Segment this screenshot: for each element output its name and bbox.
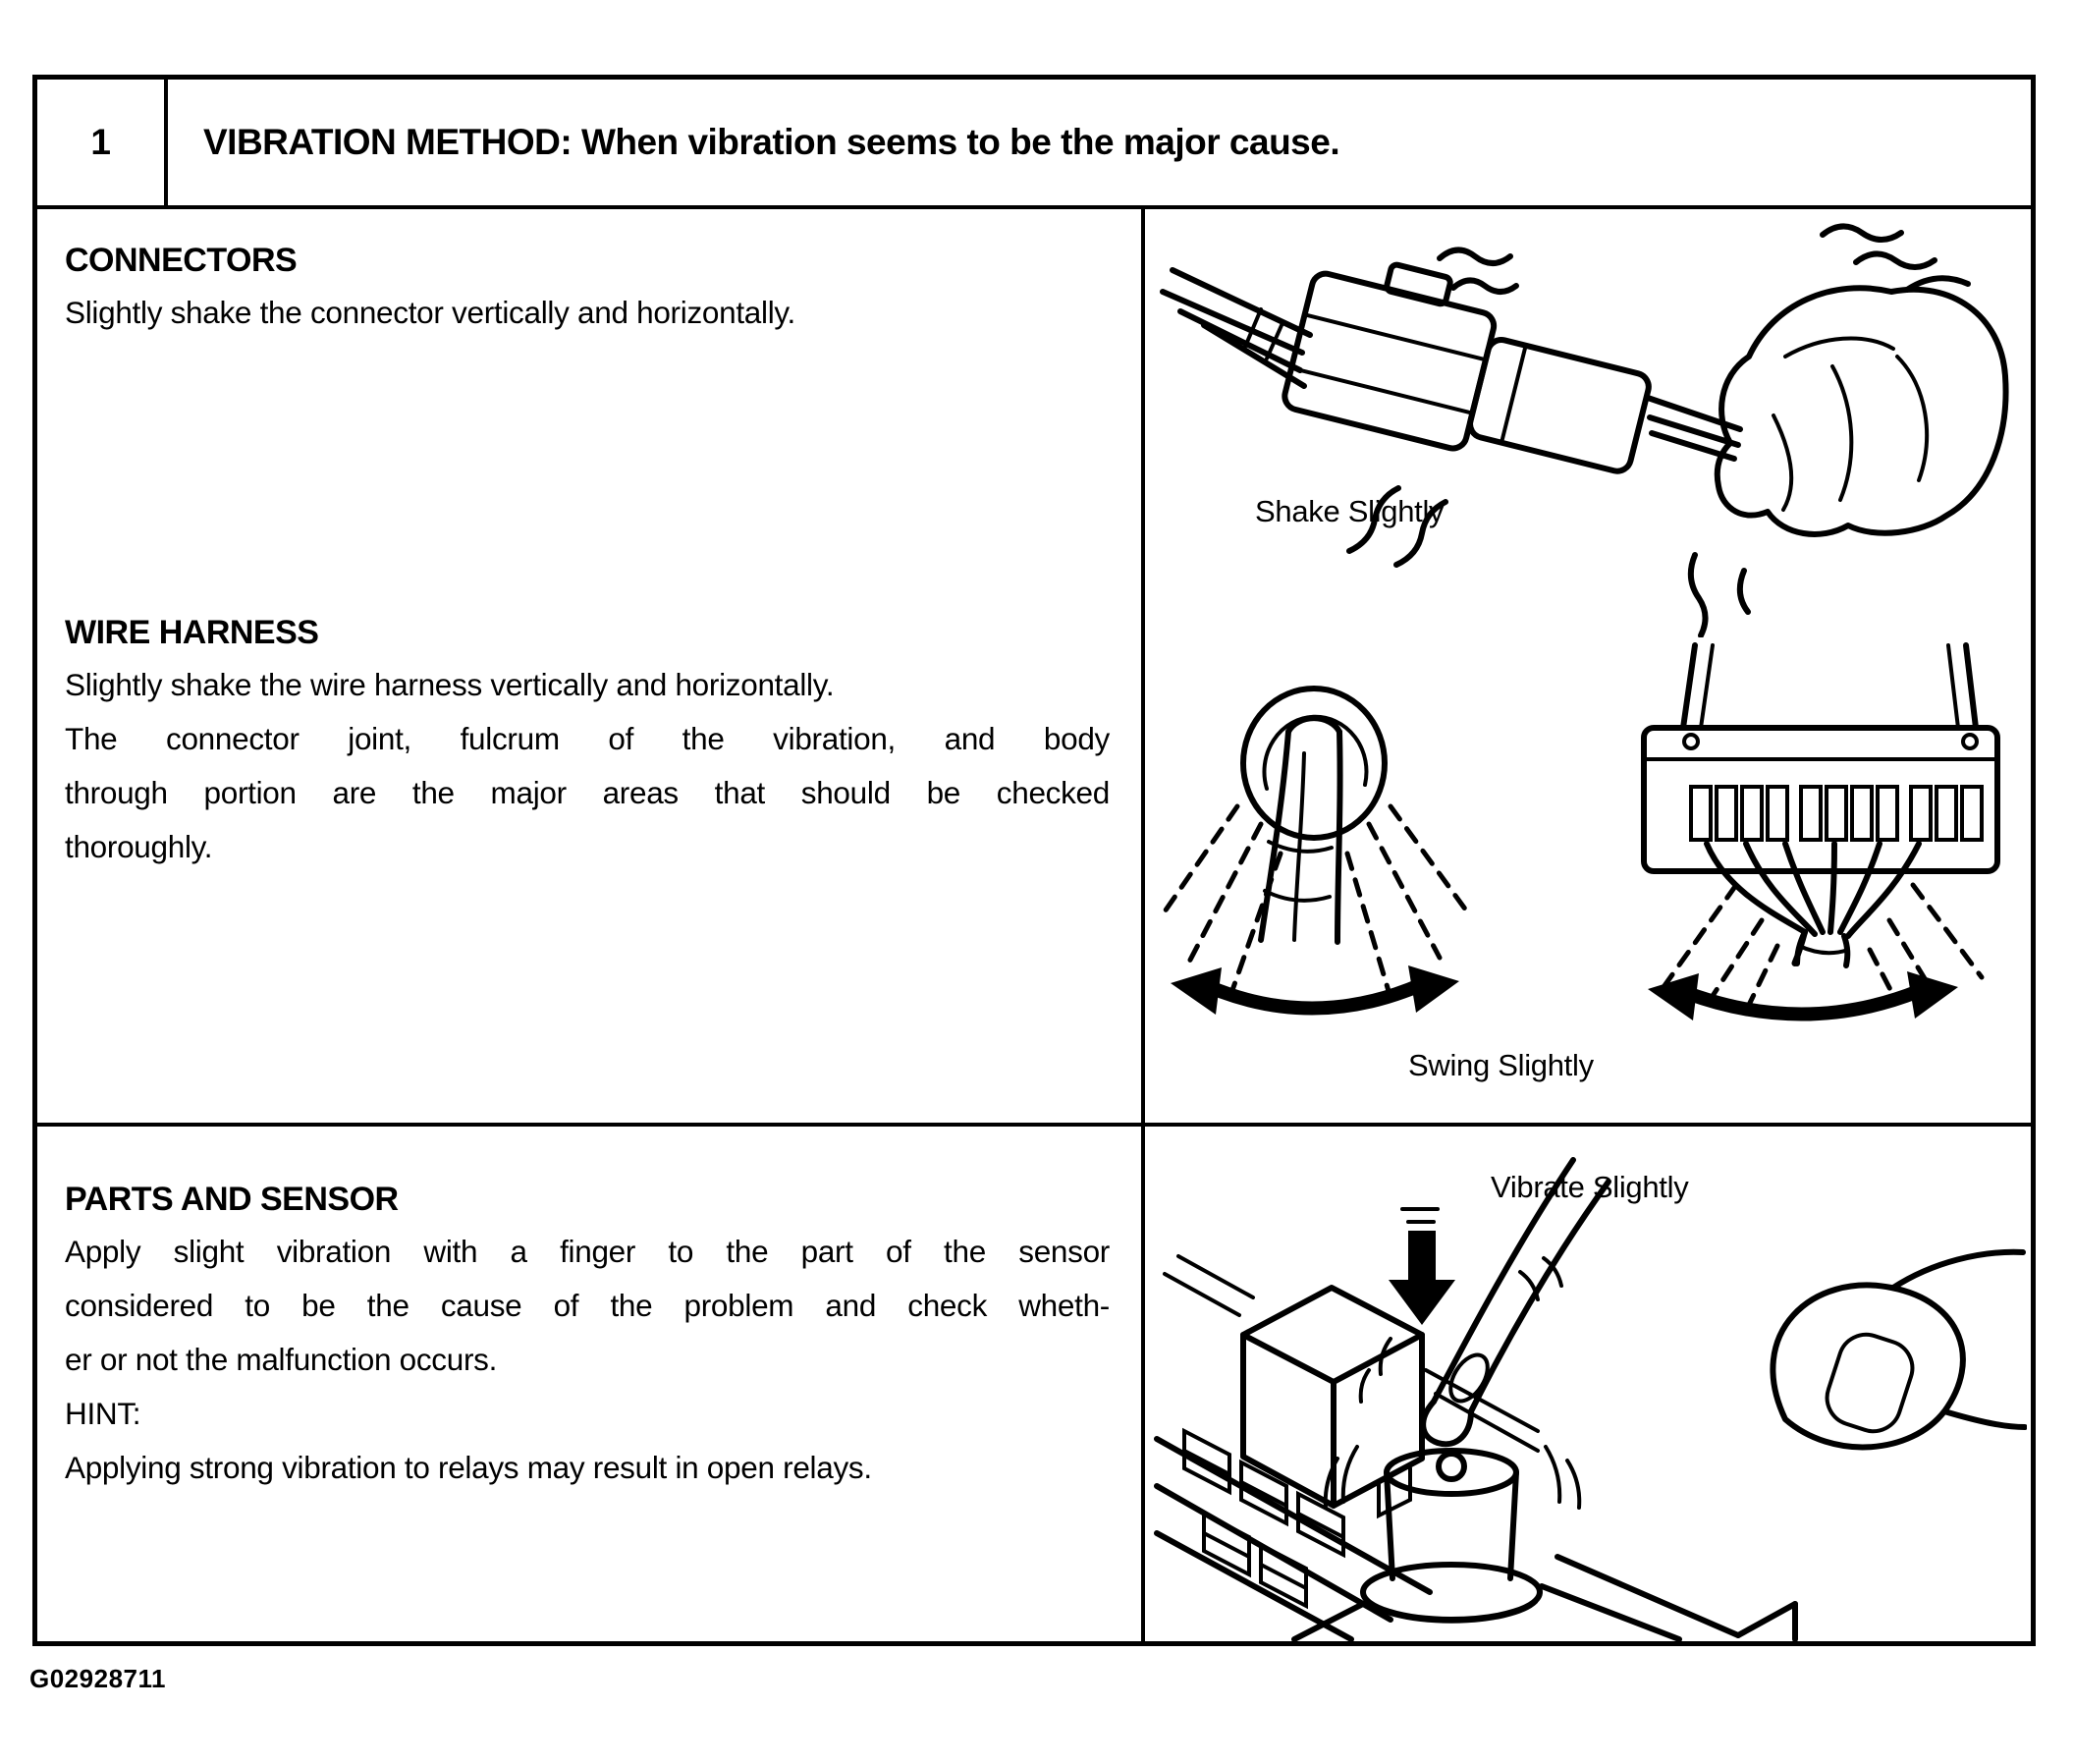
parts-sensor-section <box>65 1174 1110 1495</box>
wire-harness-line: Slightly shake the wire harness vertically and horizontally. <box>65 667 835 702</box>
parts-sensor-line: er or not the malfunction occurs. <box>65 1342 498 1377</box>
connectors-line: Slightly shake the connector vertically and horizontally. <box>65 295 795 330</box>
terminal-strip <box>1691 787 1982 840</box>
step-title-cell <box>168 80 2031 205</box>
hint-line: Applying strong vibration to relays may result in open relays. <box>65 1450 872 1485</box>
wire-harness-heading: WIRE HARNESS <box>65 614 319 651</box>
procedure-table <box>32 75 2036 1646</box>
illustration-cell-row2 <box>1145 1127 2031 1641</box>
wire-harness-section <box>65 607 1110 874</box>
illustration-cell-row1 <box>1145 209 2031 1123</box>
wire-harness-line: thoroughly. <box>65 829 213 864</box>
sensor-vibrate-illustration <box>1145 1127 2027 1641</box>
figure-id: G02928711 <box>29 1664 166 1693</box>
text-cell-row1 <box>37 209 1145 1123</box>
harness-swing-illustration <box>1145 637 2027 1123</box>
shake-caption: Shake Slightly <box>1255 494 1445 528</box>
parts-sensor-line: Apply slight vibration with a finger to the part of the sensor <box>65 1234 1110 1269</box>
table-row-parts-sensor <box>37 1127 2031 1641</box>
connectors-section <box>65 235 1110 340</box>
hint-label: HINT: <box>65 1396 141 1431</box>
parts-sensor-line: considered to be the cause of the problem and check wheth- <box>65 1288 1110 1323</box>
step-number-cell <box>37 80 168 205</box>
connector-shake-illustration <box>1145 209 2027 637</box>
step-number: 1 <box>90 122 111 162</box>
connectors-heading: CONNECTORS <box>65 242 298 279</box>
table-header-row <box>37 80 2031 209</box>
text-cell-row2 <box>37 1127 1145 1641</box>
swing-caption: Swing Slightly <box>1408 1048 1594 1082</box>
step-title: VIBRATION METHOD: When vibration seems to be the major cause. <box>203 122 1340 162</box>
parts-sensor-heading: PARTS AND SENSOR <box>65 1181 399 1218</box>
vibrate-caption: Vibrate Slightly <box>1491 1170 1689 1204</box>
table-row-connectors-harness <box>37 209 2031 1127</box>
wire-harness-line: The connector joint, fulcrum of the vibration, and body <box>65 721 1110 756</box>
wire-harness-line: through portion are the major areas that should be checked <box>65 775 1110 810</box>
